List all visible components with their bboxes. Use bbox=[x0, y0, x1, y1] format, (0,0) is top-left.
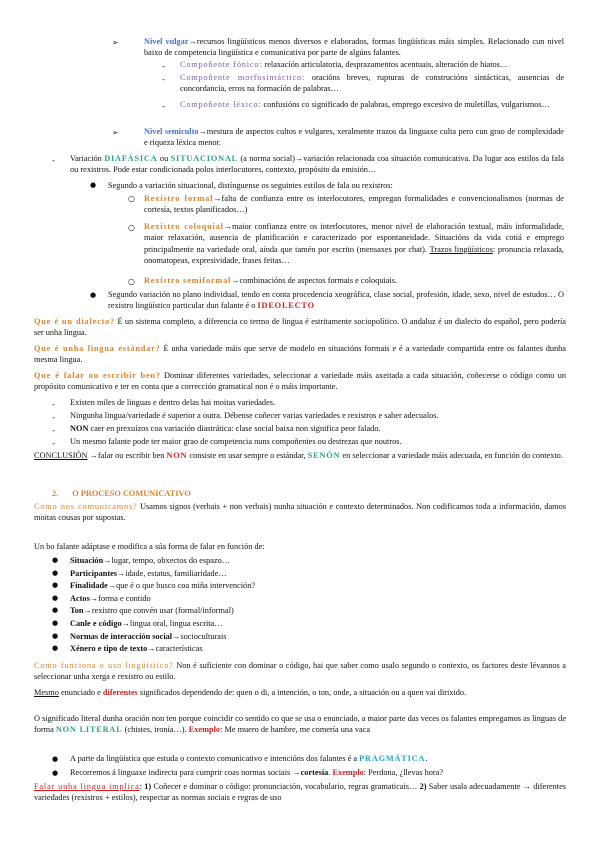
falar-text: Coñecer e dominar o código: pronunciación, vocabulario, regras gramaticais… bbox=[151, 782, 420, 791]
diastratica-item bbox=[108, 289, 564, 312]
literal bbox=[34, 713, 566, 736]
diastratica-text: Segundo variación no plano individual, tendo en conta procedencia xeográfica, clase social, profesión, idade, sexo, nivel de estudos… O rexistro lingüístico particular dun falante é o bbox=[108, 290, 564, 311]
sub-label: Compoñente morfosintáctico: bbox=[180, 73, 306, 82]
dash-bullet-icon: - bbox=[162, 74, 165, 84]
rexistro-label: Rexistro coloquial bbox=[144, 222, 224, 231]
dash-item: Un mesmo falante pode ter maior grao de competencia nuns compoñentes ou destrezas que noutros. bbox=[70, 437, 402, 446]
semiculto-label: Nivel semiculto bbox=[144, 127, 199, 136]
rexistro-label: Rexistro semiformal bbox=[144, 276, 232, 285]
heading-title: O PROCESO COMUNICATIVO bbox=[72, 489, 191, 498]
non-bold: NON bbox=[70, 424, 89, 433]
answer: Usamos signos (verbais + non verbais) nunha situación e contexto determinados. Non codificamos toda a información, damos moitas cousas por supostas. bbox=[34, 502, 566, 523]
factor-item bbox=[52, 555, 564, 568]
funciona bbox=[34, 660, 566, 683]
trazos-text: : pronuncia relaxada, onomatopeas, expresividade, frases feitas… bbox=[144, 244, 564, 266]
factor-label: Participantes bbox=[70, 568, 118, 578]
circle-bullet-icon: ○ bbox=[128, 277, 135, 286]
bullet-dot-icon: ● bbox=[52, 631, 59, 640]
factor-text: →lingua oral, lingua escrita… bbox=[121, 618, 223, 628]
bullet-dot-icon: ● bbox=[52, 606, 59, 615]
rexistro-coloquial bbox=[144, 221, 564, 267]
factor-item bbox=[52, 593, 564, 606]
diafasica-item bbox=[70, 153, 564, 176]
vulgar-sub-morfo bbox=[180, 72, 564, 95]
factor-item bbox=[52, 580, 564, 593]
vulgar-arrow: → bbox=[188, 37, 197, 46]
factor-label: Ton bbox=[70, 606, 84, 616]
qa-falar-ben bbox=[34, 370, 566, 393]
factor-item bbox=[52, 643, 564, 656]
pragma-text: : Perdona, ¿llevas hora? bbox=[363, 768, 444, 777]
sub-text: confusións co significado de palabras, emprego excesivo de muletillas, vulgarismos… bbox=[261, 100, 550, 109]
conclusion-text: →falar ou escribir ben bbox=[87, 451, 167, 460]
question: Que é falar ou escribir ben? bbox=[34, 371, 161, 380]
rexistro-formal bbox=[144, 193, 564, 216]
factor-text: →rexistro que convén usar (formal/informal) bbox=[83, 606, 234, 616]
factor-text: →características bbox=[147, 644, 203, 654]
dash-bullet-icon: - bbox=[52, 438, 55, 448]
sub-text: relaxación articulatoria, desprazamentos acentuais, alteración de hiatos… bbox=[262, 60, 509, 69]
factor-item bbox=[52, 631, 564, 644]
pragma-text: A parte da lingüística que estuda o contexto comunicativo e intencións dos falantes é a bbox=[70, 754, 360, 763]
dash-item bbox=[70, 423, 564, 434]
mesmo-enunciado bbox=[34, 687, 566, 698]
factor-text: →forma e contido bbox=[89, 593, 151, 603]
rexistro-semiformal bbox=[144, 275, 564, 286]
ideolecto-term: IDEOLECTO bbox=[257, 301, 315, 311]
situacional-intro: Segundo a variación situacional, distínguense os seguintes estilos de fala ou rexistros: bbox=[108, 181, 393, 190]
arrow-bullet-icon: ➢ bbox=[112, 38, 119, 47]
dash-bullet-icon: - bbox=[162, 61, 165, 71]
question: Como nos comunicamos? bbox=[34, 502, 138, 511]
mesmo-text: enunciado e bbox=[58, 688, 103, 697]
bullet-dot-icon: ● bbox=[52, 769, 59, 777]
sub-label: Compoñente léxico: bbox=[180, 100, 262, 109]
rexistro-text: →falta de confianza entre os interlocutores, empregan formalidades e convencionalismos (normas de cortesía, textos planificados…) bbox=[144, 194, 564, 215]
diferentes-term: diferentes bbox=[102, 688, 138, 697]
rexistro-text: →combinacións de aspectos formais e coloquiais. bbox=[231, 276, 398, 285]
sub-label: Compoñente fónico: bbox=[180, 60, 263, 69]
factor-text: →socioculturais bbox=[172, 631, 227, 641]
factor-label: Xénero e tipo de texto bbox=[70, 644, 148, 654]
circle-bullet-icon: ○ bbox=[128, 194, 135, 203]
conclusion-text: en seleccionar a variedade máis adecuada, en función do contexto. bbox=[340, 451, 563, 460]
literal-text: : Me muero de hambre, me comería una vaca bbox=[220, 725, 371, 735]
dash-bullet-icon: - bbox=[52, 399, 55, 409]
rexistro-text: →maior confianza entre os interlocutores, menor nivel de elaboración textual, máis informalidade, maior relaxación, ausencia de planificación e caracterizado por espontaneidade. Situacións da vida cotiá e emprego principalmente na variedade oral, aínda que tamén por escrito (mensaxes por chat). bbox=[144, 222, 564, 254]
rexistro-label: Rexistro formal bbox=[144, 194, 214, 203]
dash-bullet-icon: - bbox=[162, 101, 165, 111]
factor-label: Normas de interacción social bbox=[70, 631, 173, 641]
dash-text: caer en prexuízos coa variación diastrática: clase social baixa non significa peor falado. bbox=[88, 424, 381, 433]
diafasica-text: (a norma social)→variación relacionada coa situación comunicativa. Da lugar aos estilos da fala ou rexistros. Pode estar condicionada polos interlocutores, contexto, propósito da emisión… bbox=[70, 154, 564, 175]
vulgar-text: recursos lingüísticos menos diversos e elaborados, formas lingüísticas máis simples. Relacionado cun nivel baixo de competencia lingüística e comunicativa por parte de algúns falantes. bbox=[144, 37, 564, 58]
answer: É un sistema completo, a diferencia co termo de lingua é estritamente sociopolítico. O andaluz é un dialecto do español, pero podería ser unha lingua. bbox=[34, 317, 566, 338]
semiculto-text: mestura de aspectos cultos e vulgares, xeralmente trazos da linguaxe culta pero cun grao de complexidade e riqueza léxica menor. bbox=[144, 127, 564, 148]
bullet-dot-icon: ● bbox=[52, 755, 59, 763]
dash-item: Ningunha lingua/variedade é superior a outra. Débense coñecer varias variedades e rexistros e saber adecualos. bbox=[70, 411, 439, 420]
sub-text: oracións breves, rupturas de construcións sintácticas, ausencias de concordancia, erros na formación de palabras… bbox=[180, 73, 564, 94]
conclusion-label: CONCLUSIÓN bbox=[34, 451, 88, 460]
trazos-label: Trazos lingüísticos bbox=[429, 244, 493, 254]
falar-text: : bbox=[139, 782, 145, 791]
factor-item bbox=[52, 618, 564, 631]
falar-lingua bbox=[34, 781, 566, 804]
mesmo-text: significados dependendo de: quen o di, a intención, o ton, onde, a situación ou a quen vai dirixido. bbox=[137, 688, 467, 697]
factor-text: →idade, estatus, familiaridade… bbox=[117, 568, 227, 578]
qa-dialecto bbox=[34, 316, 566, 339]
factor-label: Situación bbox=[70, 556, 104, 565]
factor-item bbox=[52, 568, 564, 581]
question: Que é unha lingua estándar? bbox=[34, 344, 161, 353]
answer: Non é suficiente con dominar o código, hai que saber como usalo segundo o contexto, os factores deste lévannos a seleccionar unha xerga e rexistro ou estilo. bbox=[34, 661, 566, 682]
non-literal-term: NON LITERAL bbox=[55, 725, 123, 735]
semiculto-item bbox=[144, 126, 564, 149]
bullet-dot-icon: ● bbox=[52, 568, 59, 577]
factor-text: →lugar, tempo, obxectos do espazo… bbox=[103, 556, 231, 565]
diafasica-pre: Variación bbox=[70, 154, 105, 163]
factor-text: →que é o que busco coa miña intervención? bbox=[107, 581, 256, 591]
answer: É unha variedade máis que serve de modelo en situacións formais e é a variedade compartida entre os falantes dunha mesma lingua. bbox=[34, 344, 566, 365]
pragmatica-term: PRAGMÁTICA bbox=[359, 754, 426, 763]
dash-bullet-icon: - bbox=[52, 155, 55, 165]
conclusion bbox=[34, 450, 566, 461]
falar-label: Falar unha lingua implica bbox=[34, 782, 140, 791]
vulgar-item bbox=[144, 36, 564, 59]
literal-text: (chistes, ironía…). bbox=[122, 725, 189, 735]
vulgar-sub-lexico bbox=[180, 99, 564, 110]
question: Como funciona o uso lingüístico? bbox=[34, 661, 174, 670]
circle-bullet-icon: ○ bbox=[128, 223, 135, 232]
bullet-dot-icon: ● bbox=[52, 644, 59, 653]
section-heading bbox=[52, 488, 191, 499]
factor-label: Finalidade bbox=[70, 581, 108, 591]
cortesia-term: →cortesía bbox=[292, 768, 329, 777]
bullet-dot-icon: ● bbox=[52, 593, 59, 602]
qa-estandar bbox=[34, 343, 566, 366]
falar-number: 2) bbox=[419, 782, 427, 791]
diafasica-term: DIAFÁSICA bbox=[104, 154, 158, 163]
bullet-dot-icon: ● bbox=[90, 181, 97, 189]
bullet-dot-icon: ● bbox=[52, 618, 59, 627]
factors-list bbox=[52, 555, 564, 656]
pragma-text: Recorremos á linguaxe indirecta para cumprir coas normas sociais bbox=[70, 768, 293, 777]
pragma-text: . bbox=[328, 768, 333, 777]
factor-label: Actos bbox=[70, 593, 90, 603]
cortesia-item bbox=[70, 767, 564, 778]
conclusion-text: consiste en usar sempre o estándar, bbox=[187, 451, 308, 460]
exemplo-label: Exemplo bbox=[332, 768, 364, 777]
vulgar-label: Nivel vulgar bbox=[144, 37, 189, 46]
exemplo-label: Exemplo bbox=[188, 725, 221, 735]
non-term: NON bbox=[166, 451, 188, 460]
answer: Dominar diferentes variedades, seleccionar a variedade máis axeitada a cada situación, coñecerse o código como un propósito comunicativo e ter en conta que a corrección gramatical non é o máis importante. bbox=[34, 371, 566, 392]
arrow-bullet-icon: ➢ bbox=[112, 128, 119, 137]
senon-term: SENÓN bbox=[307, 451, 341, 460]
heading-number: 2. bbox=[52, 489, 59, 498]
diafasica-or: ou bbox=[157, 154, 171, 163]
bullet-dot-icon: ● bbox=[52, 581, 59, 590]
question: Que é un dialecto? bbox=[34, 317, 116, 326]
semiculto-arrow: → bbox=[198, 127, 207, 136]
literal-text: O significado literal dunha oración non ten porque coincidir co sentido co que se usa o enunciado, a maior parte das veces os falantes empregamos as linguas de forma bbox=[34, 714, 566, 735]
factor-item bbox=[52, 605, 564, 618]
dash-bullet-icon: - bbox=[52, 412, 55, 422]
adapta-intro: Un bo falante adáptase e modifica a súa forma de falar en función de: bbox=[34, 542, 265, 551]
falar-text: Saber usala adecuadamente → diferentes variedades (rexistros + estilos), respectar as normas sociais e regras de uso bbox=[34, 782, 567, 803]
dash-bullet-icon: - bbox=[52, 425, 55, 435]
factor-label: Canle e código bbox=[70, 618, 122, 628]
falar-number: 1) bbox=[144, 782, 152, 791]
comunicamos bbox=[34, 501, 566, 524]
situacional-term: SITUACIONAL bbox=[170, 154, 238, 163]
vulgar-sub-fonico bbox=[180, 59, 564, 70]
pragma-text: . bbox=[425, 754, 428, 763]
bullet-dot-icon: ● bbox=[90, 291, 97, 299]
mesmo-label: Mesmo bbox=[34, 688, 59, 697]
dash-item: Existen miles de linguas e dentro delas hai moitas variedades. bbox=[70, 398, 276, 407]
pragmatica-item bbox=[70, 753, 564, 764]
bullet-dot-icon: ● bbox=[52, 556, 59, 564]
